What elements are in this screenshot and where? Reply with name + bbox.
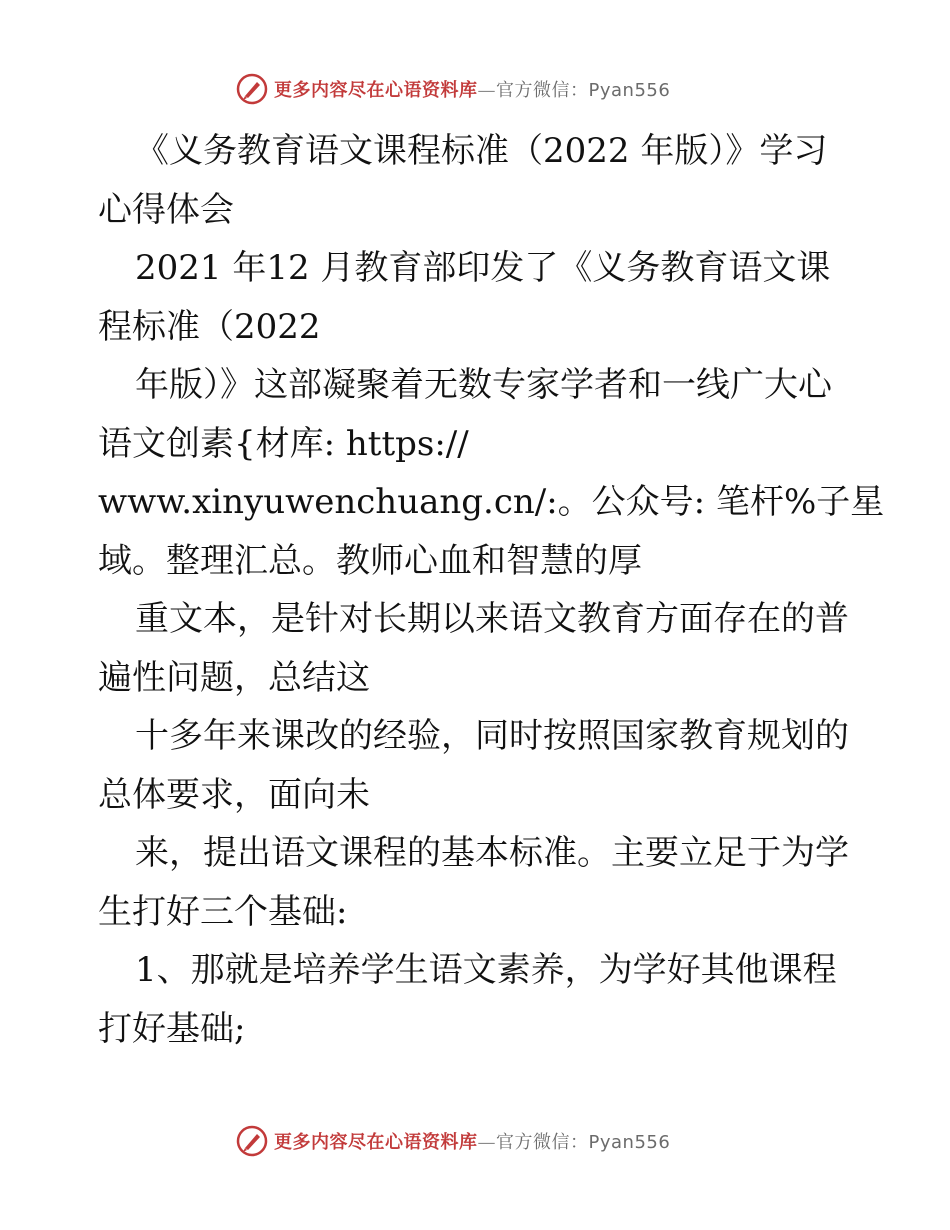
- paragraph-line: 生打好三个基础:: [98, 891, 348, 932]
- paragraph-line: 十多年来课改的经验，同时按照国家教育规划的: [135, 716, 849, 756]
- paragraph-line: 遍性问题，总结这: [98, 657, 370, 698]
- watermark-footer: [236, 1124, 670, 1158]
- paragraph-line: 重文本，是针对长期以来语文教育方面存在的普: [135, 599, 849, 639]
- watermark-contact: 官方微信：Pyan556: [496, 80, 671, 101]
- watermark-brand: 更多内容尽在心语资料库: [274, 1132, 478, 1153]
- paragraph-line: 语文创素{材库: https://: [98, 423, 469, 464]
- paragraph-line: 程标准（2022: [98, 306, 321, 347]
- watermark-text: [274, 1128, 670, 1154]
- watermark-brand: 更多内容尽在心语资料库: [274, 80, 478, 101]
- paragraph-line: www.xinyuwenchuang.cn/:。公众号: 笔杆%子星: [98, 482, 885, 522]
- paragraph-line: 年版）》这部凝聚着无数专家学者和一线广大心: [135, 365, 832, 405]
- document-body: [98, 122, 885, 1058]
- paragraph-line: 1、那就是培养学生语文素养，为学好其他课程: [135, 950, 837, 990]
- paragraph-line: 2021 年12 月教育部印发了《义务教育语文课: [135, 248, 831, 288]
- watermark-text: [274, 76, 670, 102]
- document-title-line-2: 心得体会: [98, 189, 234, 230]
- watermark-dash: —: [477, 80, 496, 101]
- document-title-line-1: 《义务教育语文课程标准（2022 年版）》学习: [135, 131, 828, 171]
- watermark-dash: —: [477, 1132, 496, 1153]
- pen-feather-logo-icon: [236, 73, 268, 105]
- paragraph-line: 打好基础;: [98, 1008, 246, 1049]
- paragraph-line: 总体要求，面向未: [98, 774, 370, 815]
- pen-feather-logo-icon: [236, 1125, 268, 1157]
- paragraph-line: 域。整理汇总。教师心血和智慧的厚: [98, 540, 642, 581]
- paragraph-line: 来，提出语文课程的基本标准。主要立足于为学: [135, 833, 849, 873]
- watermark-header: [236, 72, 670, 106]
- watermark-contact: 官方微信：Pyan556: [496, 1132, 671, 1153]
